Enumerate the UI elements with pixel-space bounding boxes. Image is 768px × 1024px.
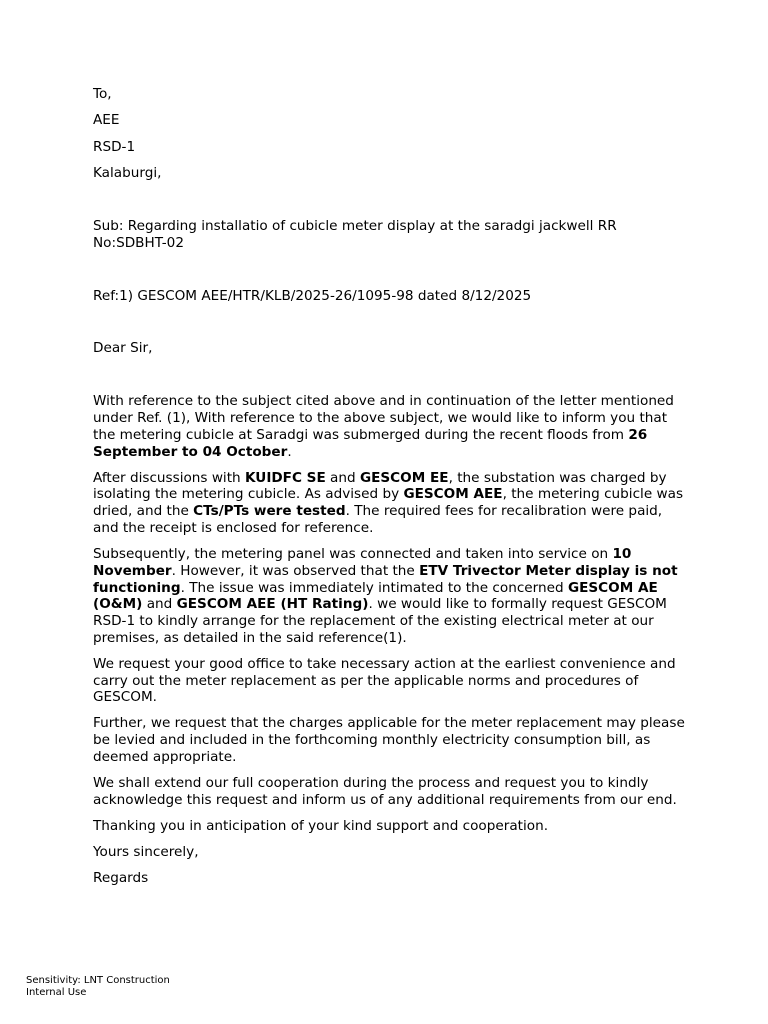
paragraph-7: Thanking you in anticipation of your kind support and cooperation.: [93, 817, 549, 834]
closing-sincerely: Yours sincerely,: [93, 843, 199, 860]
footer-line-2: Internal Use: [26, 987, 87, 998]
letter-body: [93, 86, 685, 896]
paragraph-2-text-2: and: [325, 469, 360, 486]
paragraph-3-bold-2: ETV Trivector Meter display is not functioning: [93, 562, 678, 596]
paragraph-3: [93, 546, 685, 647]
paragraph-3-text-5: . we would like to formally request GESCOM RSD-1 to kindly arrange for the replacement of the existing electrical meter at our premises, as detailed in the said reference(1).: [93, 596, 667, 646]
paragraph-2-text-5: . The required fees for recalibration were paid, and the receipt is enclosed for reference.: [93, 503, 663, 536]
sensitivity-footer: [26, 975, 170, 999]
paragraph-2-bold-1: KUIDFC SE: [244, 469, 326, 486]
closing-regards: Regards: [93, 869, 149, 886]
paragraph-2-bold-4: CTs/PTs were tested: [193, 503, 346, 520]
salutation: Dear Sir,: [93, 340, 153, 357]
reference-line: Ref:1) GESCOM AEE/HTR/KLB/2025-26/1095-98 dated 8/12/2025: [93, 287, 532, 304]
paragraph-3-bold-1: 10 November: [93, 545, 632, 579]
footer-line-1: Sensitivity: LNT Construction: [26, 975, 170, 986]
paragraph-1-bold-dates: 26 September to 04 October: [93, 426, 648, 460]
subject-line: Sub: Regarding installatio of cubicle meter display at the saradgi jackwell RR No:SDBHT-02: [93, 217, 617, 251]
paragraph-1-end: .: [287, 443, 292, 460]
paragraph-4: We request your good office to take necessary action at the earliest convenience and carry out the meter replacement as per the applicable norms and procedures of GESCOM.: [93, 655, 676, 706]
paragraph-2-bold-2: GESCOM EE: [359, 469, 449, 486]
paragraph-3-text-3: . The issue was immediately intimated to the concerned: [180, 579, 568, 596]
address-to: To,: [93, 86, 112, 102]
paragraph-3-bold-4: GESCOM AEE (HT Rating): [176, 596, 369, 613]
paragraph-3-text-4: and: [142, 596, 177, 613]
paragraph-2-bold-3: GESCOM AEE: [403, 486, 503, 503]
paragraph-3-text-2: . However, it was observed that the: [171, 562, 420, 579]
paragraph-1-text: With reference to the subject cited above and in continuation of the letter mentioned under Ref. (1), With reference to the above subject, we would like to inform you that the metering cubicle at Saradgi was submerged during the recent floods from: [93, 393, 674, 443]
paragraph-5: Further, we request that the charges applicable for the meter replacement may please be levied and included in the forthcoming monthly electricity consumption bill, as deemed appropriate.: [93, 715, 685, 766]
address-line-1: AEE: [93, 112, 120, 129]
paragraph-3-text-1: Subsequently, the metering panel was connected and taken into service on: [93, 545, 613, 562]
paragraph-1: [93, 393, 685, 460]
paragraph-2-text-1: After discussions with: [93, 469, 245, 486]
paragraph-2-text-4: , the metering cubicle was dried, and the: [93, 486, 684, 520]
paragraph-2-text-3: , the substation was charged by isolating the metering cubicle. As advised by: [93, 469, 667, 503]
address-line-3: Kalaburgi,: [93, 165, 162, 182]
paragraph-6: We shall extend our full cooperation during the process and request you to kindly acknowledge this request and inform us of any additional requirements from our end.: [93, 775, 677, 808]
address-line-2: RSD-1: [93, 138, 136, 155]
paragraph-3-bold-3: GESCOM AE (O&M): [93, 579, 658, 613]
paragraph-2: [93, 470, 685, 537]
